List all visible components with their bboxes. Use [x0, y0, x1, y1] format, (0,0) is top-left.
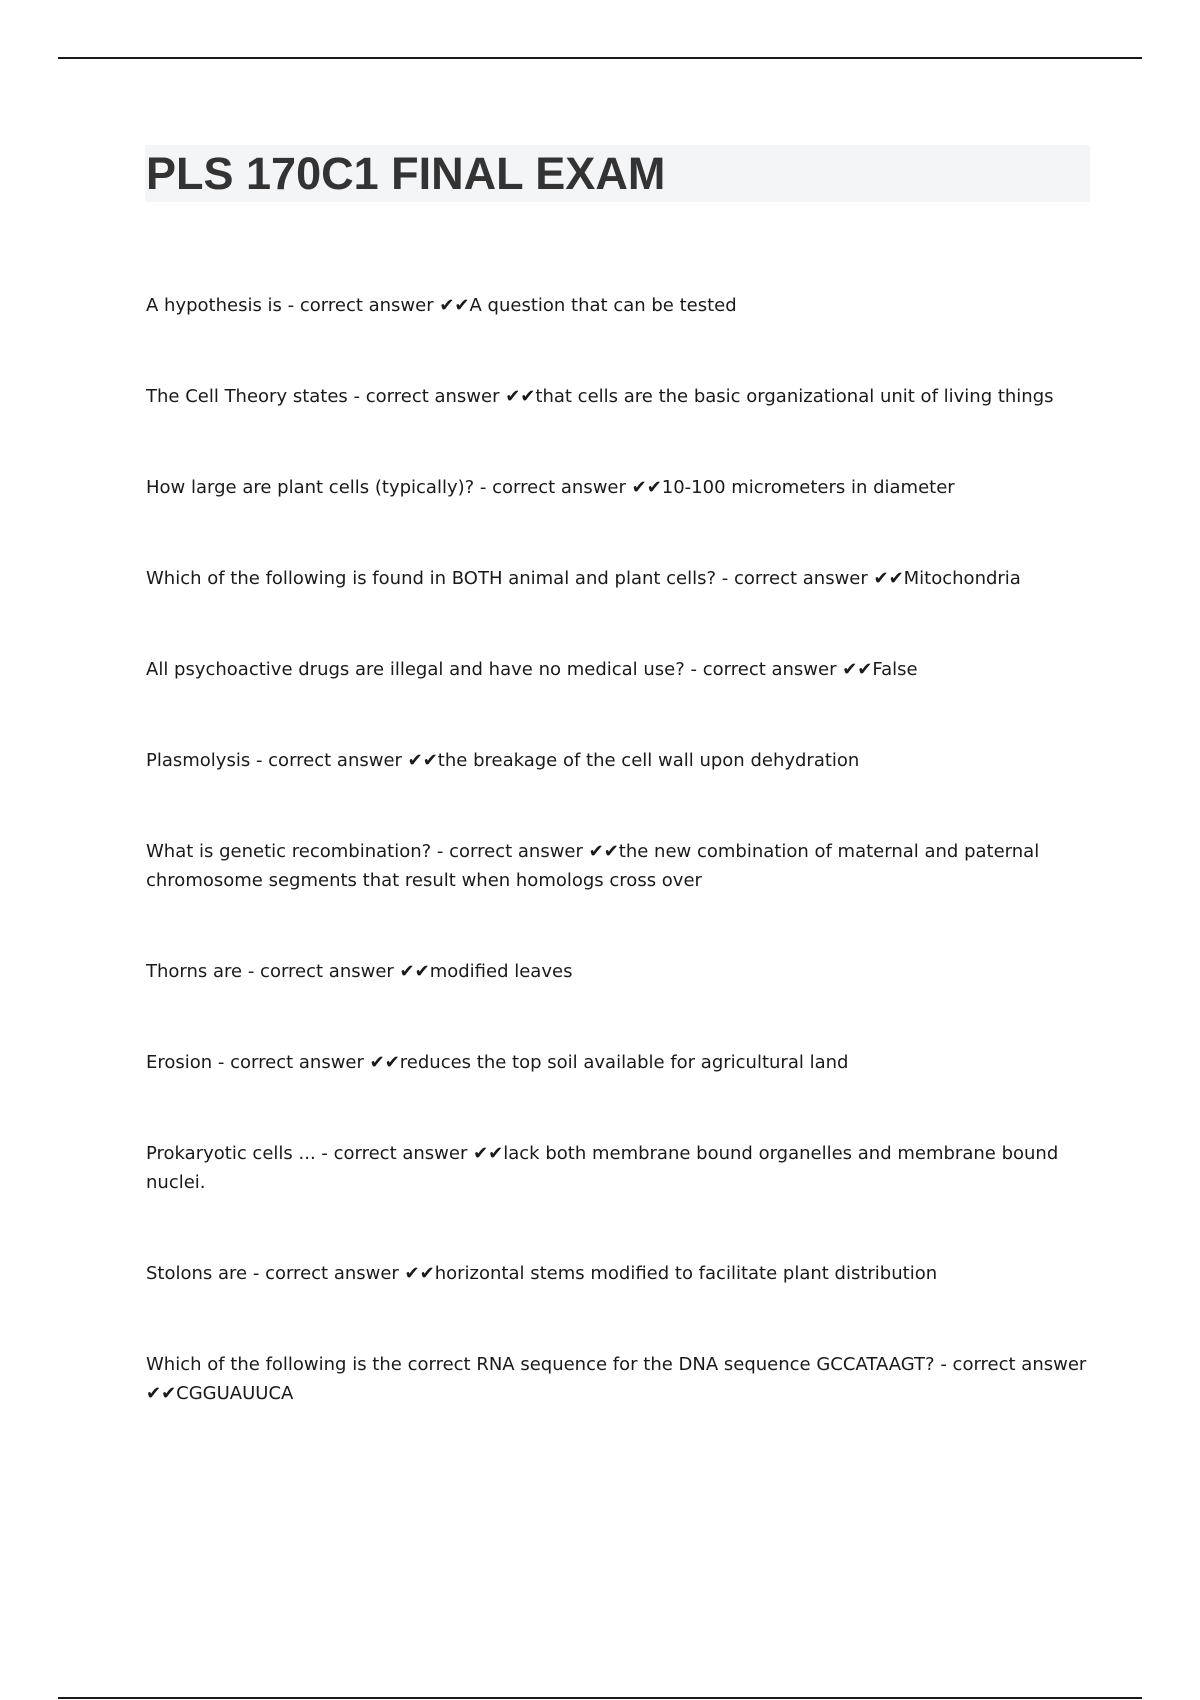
qa-item-8: Thorns are - correct answer ✔✔modified leaves [146, 961, 573, 982]
qa-item-5: All psychoactive drugs are illegal and have no medical use? - correct answer ✔✔False [146, 659, 918, 680]
qa-item-7: What is genetic recombination? - correct answer ✔✔the new combination of maternal and paternal chromosome segments that result when homologs cross over [146, 841, 1040, 891]
qa-item-2: The Cell Theory states - correct answer ✔✔that cells are the basic organizational unit of living things [146, 386, 1054, 407]
qa-item-4: Which of the following is found in BOTH animal and plant cells? - correct answer ✔✔Mitochondria [146, 568, 1021, 589]
qa-item-12: Which of the following is the correct RNA sequence for the DNA sequence GCCATAAGT? - correct answer ✔✔CGGUAUUCA [146, 1354, 1087, 1404]
qa-item-6: Plasmolysis - correct answer ✔✔the breakage of the cell wall upon dehydration [146, 750, 860, 771]
qa-item-11: Stolons are - correct answer ✔✔horizontal stems modified to facilitate plant distribution [146, 1263, 938, 1284]
top-rule [58, 57, 1142, 59]
qa-item-3: How large are plant cells (typically)? - correct answer ✔✔10-100 micrometers in diameter [146, 477, 955, 498]
page-title: PLS 170C1 FINAL EXAM [146, 148, 666, 199]
qa-item-10: Prokaryotic cells ... - correct answer ✔✔lack both membrane bound organelles and membrane bound nuclei. [146, 1143, 1059, 1193]
qa-item-1: A hypothesis is - correct answer ✔✔A question that can be tested [146, 295, 737, 316]
bottom-rule [58, 1697, 1142, 1699]
qa-item-9: Erosion - correct answer ✔✔reduces the top soil available for agricultural land [146, 1052, 849, 1073]
